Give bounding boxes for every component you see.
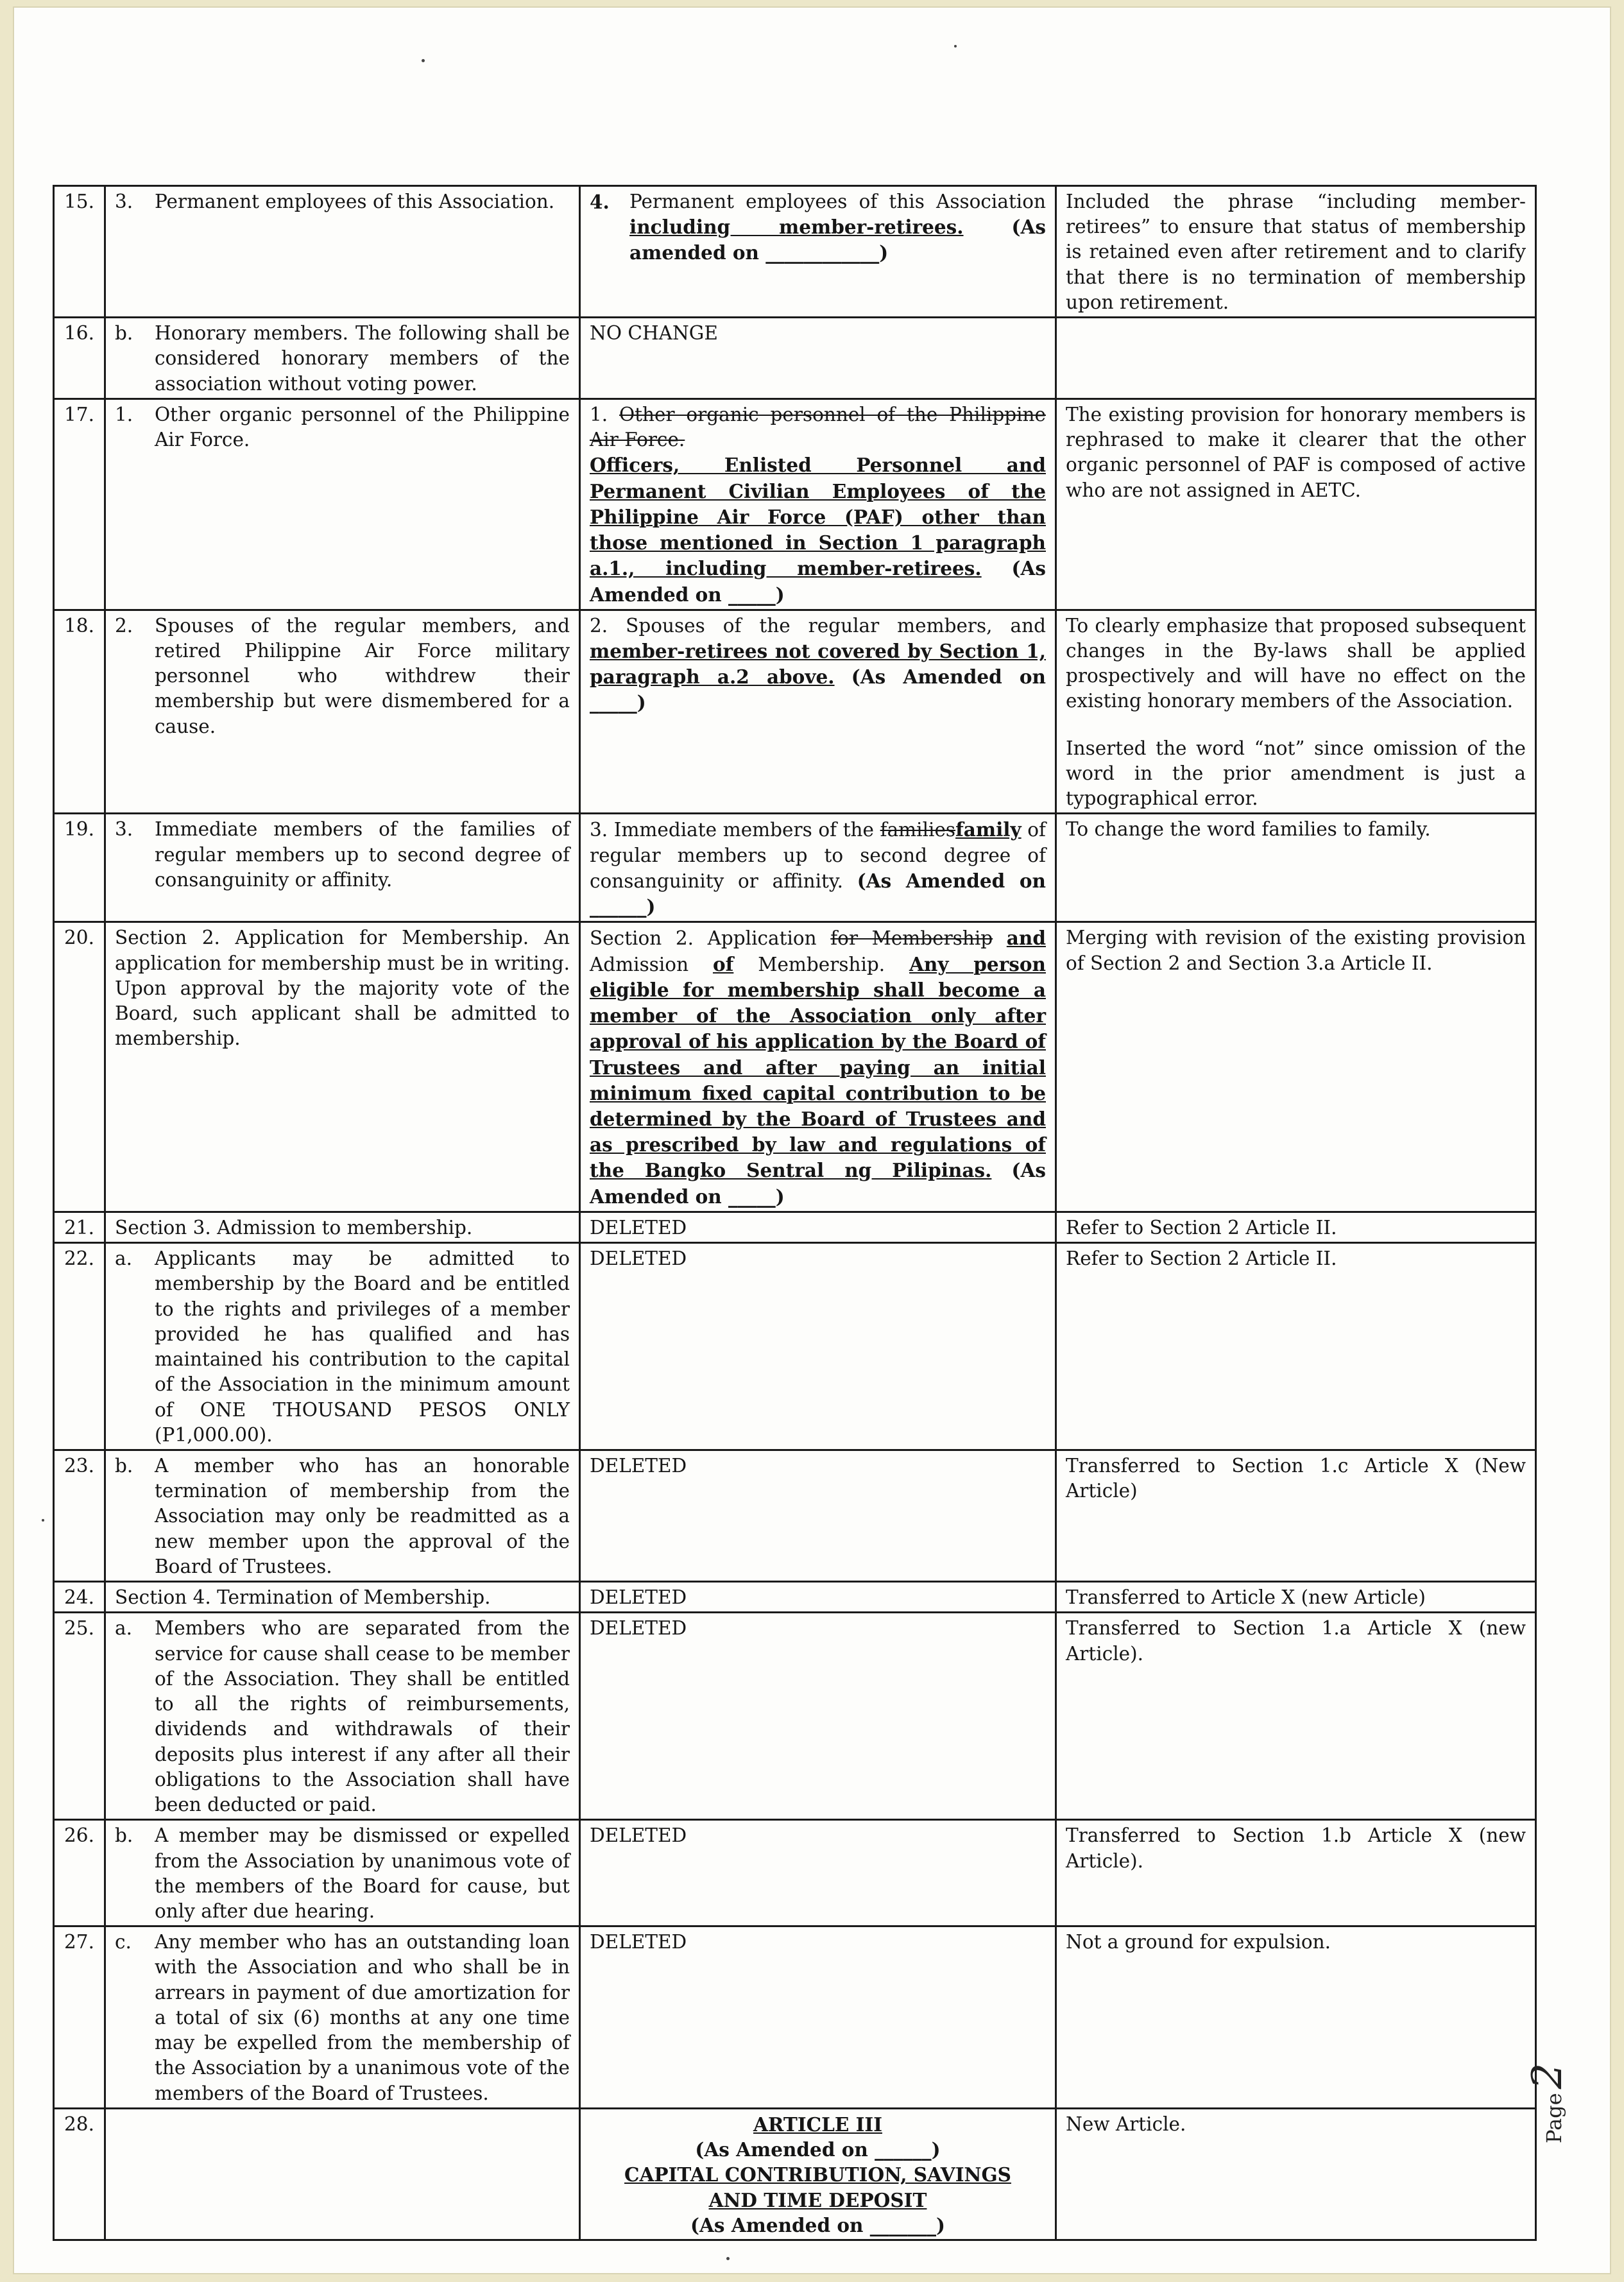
provision-text: A member may be dismissed or expelled from the Association by unanimous vote of the members of the Board for cause, but only after due hearing. xyxy=(155,1824,570,1922)
proposed-amendment xyxy=(580,2108,1056,2240)
table-row xyxy=(54,318,1536,399)
row-number: 28. xyxy=(54,2108,105,2240)
remarks: The existing provision for honorary members is rephrased to make it clearer that the other organic personnel of PAF is composed of active who are not assigned in AETC. xyxy=(1056,399,1536,610)
row-number: 18. xyxy=(54,610,105,814)
table-row xyxy=(54,814,1536,922)
item-marker: b. xyxy=(115,1455,133,1477)
item-marker: a. xyxy=(115,1248,132,1270)
article-heading: ARTICLE III xyxy=(753,2113,882,2136)
item-marker: b. xyxy=(115,322,133,345)
inserted-text: Officers, Enlisted Personnel and Permanent Civilian Employees of the Philippine Air Force (PAF) other than those mentioned in Section 1 paragraph a.1., including member-retirees. xyxy=(590,454,1046,580)
current-provision: Section 4. Termination of Membership. xyxy=(105,1582,580,1613)
remarks: Transferred to Section 1.b Article X (new Article). xyxy=(1056,1820,1536,1926)
item-marker: 1. xyxy=(115,403,133,425)
item-marker: 2. xyxy=(590,614,608,637)
current-provision xyxy=(105,1926,580,2109)
scan-speck xyxy=(422,59,425,62)
current-provision xyxy=(105,2108,580,2240)
current-provision xyxy=(105,1613,580,1820)
amended-on-note: (As Amended on _______) xyxy=(690,2213,945,2236)
item-marker: 4. xyxy=(590,191,610,213)
item-marker: c. xyxy=(115,1931,132,1953)
provision-text: Spouses of the regular members, and retired Philippine Air Force military personnel who withdrew their membership but were dismembered for a cause. xyxy=(155,614,570,737)
provision-text: Permanent employees of this Association xyxy=(629,191,1046,212)
row-number: 17. xyxy=(54,399,105,610)
remarks: Refer to Section 2 Article II. xyxy=(1056,1212,1536,1242)
remarks: To change the word families to family. xyxy=(1056,814,1536,922)
page-number-mark xyxy=(1524,2063,1571,2143)
amended-on-note: (As Amended on _____) xyxy=(590,665,1046,714)
article-title: CAPITAL CONTRIBUTION, SAVINGS AND TIME DEPOSIT xyxy=(624,2163,1011,2211)
remarks: Included the phrase “including member-retirees” to ensure that status of membership is retained even after retirement and to clarify that there is no termination of membership upon retirement. xyxy=(1056,186,1536,318)
proposed-amendment: DELETED xyxy=(580,1926,1056,2109)
proposed-amendment xyxy=(580,186,1056,318)
item-marker: 2. xyxy=(115,614,133,637)
row-number: 24. xyxy=(54,1582,105,1613)
deleted-text: for Membership xyxy=(830,927,993,950)
row-number: 27. xyxy=(54,1926,105,2109)
table-row xyxy=(54,922,1536,1212)
remarks: Refer to Section 2 Article II. xyxy=(1056,1243,1536,1450)
provision-text: Other organic personnel of the Philippine Air Force. xyxy=(155,403,570,451)
provision-text: Immediate members of the families of regular members up to second degree of consanguinity or affinity. xyxy=(155,818,570,891)
remarks: New Article. xyxy=(1056,2108,1536,2240)
provision-text: Any member who has an outstanding loan with the Association and who shall be in arrears in payment of due amortization for a total of six (6) months at any one time may be expelled from the membership of the Association by a unanimous vote of the members of the Board of Trustees. xyxy=(155,1931,570,2104)
current-provision xyxy=(105,1243,580,1450)
row-number: 26. xyxy=(54,1820,105,1926)
remarks: Transferred to Article X (new Article) xyxy=(1056,1582,1536,1613)
inserted-text: family xyxy=(955,818,1021,841)
current-provision xyxy=(105,1450,580,1582)
provision-text: of regular members up to second degree of consanguinity or affinity. xyxy=(590,819,1046,892)
inserted-text: and xyxy=(1006,927,1046,950)
current-provision: Section 3. Admission to membership. xyxy=(105,1212,580,1242)
page-label: Page xyxy=(1542,2093,1566,2143)
proposed-amendment: DELETED xyxy=(580,1820,1056,1926)
remarks: Merging with revision of the existing provision of Section 2 and Section 3.a Article II. xyxy=(1056,922,1536,1212)
proposed-amendment xyxy=(580,922,1056,1212)
row-number: 25. xyxy=(54,1613,105,1820)
current-provision xyxy=(105,186,580,318)
amended-on-note: (As Amended on _____) xyxy=(590,1159,1046,1208)
table-row xyxy=(54,1613,1536,1820)
item-marker: a. xyxy=(115,1617,132,1640)
table-row xyxy=(54,2108,1536,2240)
inserted-text: of xyxy=(712,952,734,975)
provision-text: Honorary members. The following shall be considered honorary members of the association without voting power. xyxy=(155,322,570,395)
proposed-amendment: NO CHANGE xyxy=(580,318,1056,399)
row-number: 20. xyxy=(54,922,105,1212)
deleted-text: Other organic personnel of the Philippine Air Force. xyxy=(590,403,1046,451)
inserted-text: Any person eligible for membership shall become a member of the Association only after approval of his application by the Board of Trustees and after paying an initial minimum fixed capital contribution to be determined by the Board of Trustees and as prescribed by law and regulations of the Bangko Sentral ng Pilipinas. xyxy=(590,952,1046,1182)
remarks xyxy=(1056,610,1536,814)
proposed-amendment xyxy=(580,610,1056,814)
provision-text: A member who has an honorable termination of membership from the Association may only be readmitted as a new member upon the approval of the Board of Trustees. xyxy=(155,1455,570,1577)
table-row xyxy=(54,1450,1536,1582)
row-number: 19. xyxy=(54,814,105,922)
table-row xyxy=(54,1212,1536,1242)
provision-text: Membership. xyxy=(758,953,885,975)
scan-speck xyxy=(42,1519,44,1522)
row-number: 22. xyxy=(54,1243,105,1450)
proposed-amendment xyxy=(580,399,1056,610)
remarks-paragraph: Inserted the word “not” since omission of the word in the prior amendment is just a typographical error. xyxy=(1066,737,1526,810)
provision-text: Section 2. Application xyxy=(590,927,817,950)
remarks: Transferred to Section 1.c Article X (New Article) xyxy=(1056,1450,1536,1582)
table-row xyxy=(54,1820,1536,1926)
item-marker: b. xyxy=(115,1824,133,1847)
proposed-amendment: DELETED xyxy=(580,1613,1056,1820)
amended-on-note: (As Amended on _____) xyxy=(590,557,1046,606)
row-number: 16. xyxy=(54,318,105,399)
scan-speck xyxy=(726,2257,730,2260)
provision-text: Spouses of the regular members, and xyxy=(626,614,1046,637)
scan-speck xyxy=(954,45,957,47)
deleted-text: families xyxy=(880,819,956,841)
item-marker: 1. xyxy=(590,403,608,425)
proposed-amendment: DELETED xyxy=(580,1582,1056,1613)
item-marker: 3. xyxy=(115,191,133,212)
inserted-text: including member-retirees. xyxy=(629,216,964,239)
current-provision xyxy=(105,610,580,814)
remarks-paragraph: To clearly emphasize that proposed subsequent changes in the By-laws shall be applied prospectively and will have no effect on the existing honorary members of the Association. xyxy=(1066,614,1526,712)
table-row xyxy=(54,186,1536,318)
proposed-amendment: DELETED xyxy=(580,1450,1056,1582)
amended-on-note: (As Amended on ______) xyxy=(590,869,1046,918)
inserted-text: member-retirees not covered by Section 1, paragraph a.2 above. xyxy=(590,639,1046,689)
current-provision: Section 2. Application for Membership. An application for membership must be in writing. Upon approval by the majority vote of the Board, such applicant shall be admitted to membership. xyxy=(105,922,580,1212)
remarks: Not a ground for expulsion. xyxy=(1056,1926,1536,2109)
amended-on-note: (As amended on ____________) xyxy=(629,216,1046,264)
current-provision xyxy=(105,399,580,610)
table-row xyxy=(54,1582,1536,1613)
row-number: 23. xyxy=(54,1450,105,1582)
table-row xyxy=(54,1243,1536,1450)
proposed-amendment: DELETED xyxy=(580,1212,1056,1242)
proposed-amendment xyxy=(580,814,1056,922)
table-row xyxy=(54,1926,1536,2109)
row-number: 21. xyxy=(54,1212,105,1242)
item-marker: 3. xyxy=(115,818,133,841)
page-number: 2 xyxy=(1524,2063,1571,2089)
table-row xyxy=(54,610,1536,814)
row-number: 15. xyxy=(54,186,105,318)
amended-on-note: (As Amended on ______) xyxy=(695,2138,941,2161)
table-row xyxy=(54,399,1536,610)
current-provision xyxy=(105,1820,580,1926)
current-provision xyxy=(105,318,580,399)
current-provision xyxy=(105,814,580,922)
provision-text: 3. Immediate members of the xyxy=(590,819,875,841)
provision-text: Admission xyxy=(590,953,689,975)
amendment-table xyxy=(53,185,1537,2241)
proposed-amendment: DELETED xyxy=(580,1243,1056,1450)
remarks xyxy=(1056,318,1536,399)
remarks: Transferred to Section 1.a Article X (new Article). xyxy=(1056,1613,1536,1820)
provision-text: Permanent employees of this Association. xyxy=(155,191,555,212)
provision-text: Applicants may be admitted to membership by the Board and be entitled to the rights and privileges of a member provided he has qualified and has maintained his contribution to the capital of the Association in the minimum amount of ONE THOUSAND PESOS ONLY (P1,000.00). xyxy=(155,1248,570,1446)
provision-text: Members who are separated from the service for cause shall cease to be member of the Association. They shall be entitled to all the rights of reimbursements, dividends and withdrawals of their deposits plus interest if any after all their obligations to the Association shall have been deducted or paid. xyxy=(155,1617,570,1816)
